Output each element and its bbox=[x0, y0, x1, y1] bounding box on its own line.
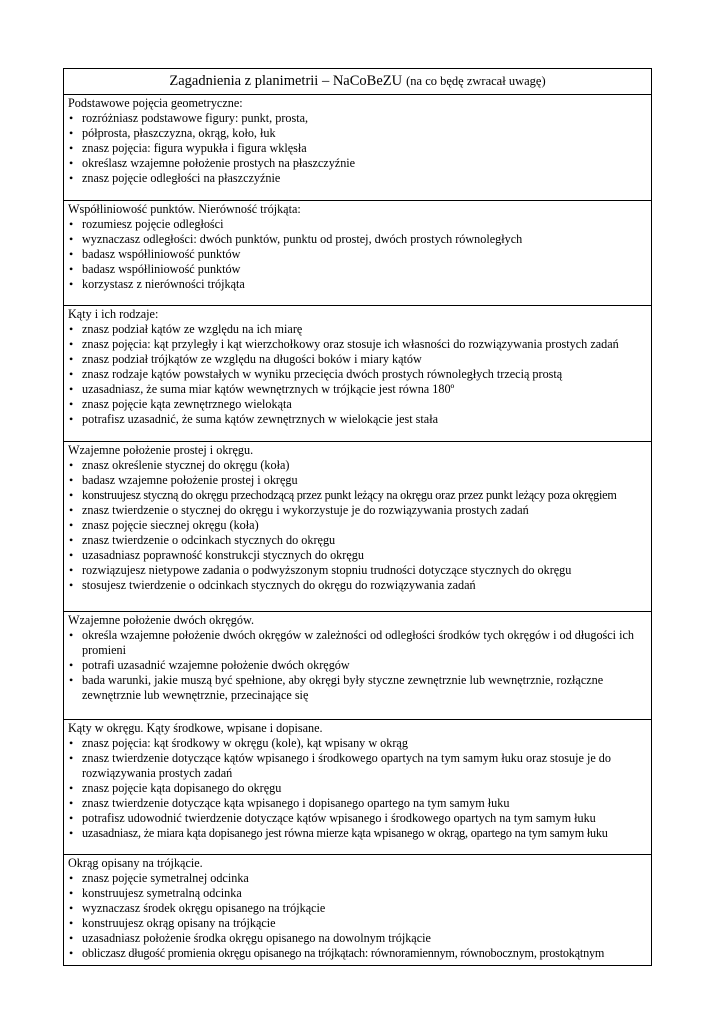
section-two-circles bbox=[64, 612, 651, 720]
list-item: • rozwiązujesz nietypowe zadania o podwyższonym stopniu trudności dotyczące stycznych do okręgu bbox=[68, 563, 648, 578]
list-item: • obliczasz długość promienia okręgu opisanego na trójkątach: równoramiennym, równobocznym, prostokątnym bbox=[68, 946, 648, 961]
list-item: • znasz podział trójkątów ze względu na długości boków i miary kątów bbox=[68, 352, 648, 367]
list-item: • znasz pojęcie odległości na płaszczyźnie bbox=[68, 171, 648, 186]
list-item: • znasz pojęcie kąta zewnętrznego wielokąta bbox=[68, 397, 648, 412]
section-collinearity bbox=[64, 201, 651, 306]
list-item: • półprosta, płaszczyzna, okrąg, koło, łuk bbox=[68, 126, 648, 141]
list-item: • znasz twierdzenie o odcinkach stycznych do okręgu bbox=[68, 533, 648, 548]
list-item: • znasz rodzaje kątów powstałych w wyniku przecięcia dwóch prostych równoległych trzecią prostą bbox=[68, 367, 648, 382]
section-basic-concepts bbox=[64, 95, 651, 201]
page-subtitle: (na co będę zwracał uwagę) bbox=[406, 74, 546, 88]
list-item: • znasz pojęcia: figura wypukła i figura wklęsła bbox=[68, 141, 648, 156]
section-heading: Podstawowe pojęcia geometryczne: bbox=[68, 96, 243, 110]
list-item: • znasz twierdzenie dotyczące kąta wpisanego i dopisanego opartego na tym samym łuku bbox=[68, 796, 648, 811]
list-item: • stosujesz twierdzenie o odcinkach stycznych do okręgu do rozwiązywania zadań bbox=[68, 578, 648, 593]
list-item: • znasz twierdzenie o stycznej do okręgu i wykorzystuje je do rozwiązywania prostych zadań bbox=[68, 503, 648, 518]
list-item: • uzasadniasz położenie środka okręgu opisanego na dowolnym trójkącie bbox=[68, 931, 648, 946]
list-item: • znasz podział kątów ze względu na ich miarę bbox=[68, 322, 648, 337]
list-item: • badasz wzajemne położenie prostej i okręgu bbox=[68, 473, 648, 488]
page-title: Zagadnienia z planimetrii – NaCoBeZU bbox=[169, 73, 403, 89]
list-item: • korzystasz z nierówności trójkąta bbox=[68, 277, 648, 292]
section-heading: Współliniowość punktów. Nierówność trójkąta: bbox=[68, 202, 301, 216]
table-title-row bbox=[64, 69, 651, 95]
list-item: • wyznaczasz środek okręgu opisanego na trójkącie bbox=[68, 901, 648, 916]
section-heading: Kąty w okręgu. Kąty środkowe, wpisane i dopisane. bbox=[68, 721, 323, 735]
list-item: • znasz twierdzenie dotyczące kątów wpisanego i środkowego opartych na tym samym łuku oraz stosuje je do rozwiązywania prostych zadań bbox=[68, 751, 648, 781]
list-item: • konstruujesz styczną do okręgu przechodzącą przez punkt leżący na okręgu oraz przez punkt leżący poza okręgiem bbox=[68, 488, 648, 503]
list-item: • potrafisz uzasadnić, że suma kątów zewnętrznych w wielokącie jest stała bbox=[68, 412, 648, 427]
list-item: • określasz wzajemne położenie prostych na płaszczyźnie bbox=[68, 156, 648, 171]
list-item: • znasz pojęcia: kąt przyległy i kąt wierzchołkowy oraz stosuje ich własności do rozwiązywania prostych zadań bbox=[68, 337, 648, 352]
list-item: • bada warunki, jakie muszą być spełnione, aby okręgi były styczne zewnętrznie lub wewnętrznie, rozłączne zewnętrznie lub wewnętrznie, przecinające się bbox=[68, 673, 648, 703]
list-item: • badasz współliniowość punktów bbox=[68, 262, 648, 277]
list-item: • określa wzajemne położenie dwóch okręgów w zależności od odległości środków tych okręgów i od długości ich promieni bbox=[68, 628, 648, 658]
section-heading: Kąty i ich rodzaje: bbox=[68, 307, 159, 321]
topics-table bbox=[63, 68, 652, 966]
list-item: • rozróżniasz podstawowe figury: punkt, prosta, bbox=[68, 111, 648, 126]
section-heading: Wzajemne położenie dwóch okręgów. bbox=[68, 613, 255, 627]
section-circumscribed-circle bbox=[64, 855, 651, 966]
section-line-and-circle bbox=[64, 442, 651, 612]
list-item: • konstruujesz okrąg opisany na trójkącie bbox=[68, 916, 648, 931]
list-item: • uzasadniasz poprawność konstrukcji stycznych do okręgu bbox=[68, 548, 648, 563]
section-angles bbox=[64, 306, 651, 442]
list-item: • znasz pojęcie siecznej okręgu (koła) bbox=[68, 518, 648, 533]
list-item: • znasz określenie stycznej do okręgu (koła) bbox=[68, 458, 648, 473]
list-item: • konstruujesz symetralną odcinka bbox=[68, 886, 648, 901]
list-item: • znasz pojęcie symetralnej odcinka bbox=[68, 871, 648, 886]
list-item: • znasz pojęcia: kąt środkowy w okręgu (kole), kąt wpisany w okrąg bbox=[68, 736, 648, 751]
list-item: • badasz współliniowość punktów bbox=[68, 247, 648, 262]
section-heading: Wzajemne położenie prostej i okręgu. bbox=[68, 443, 254, 457]
section-heading: Okrąg opisany na trójkącie. bbox=[68, 856, 203, 870]
list-item: • uzasadniasz, że suma miar kątów wewnętrznych w trójkącie jest równa 180º bbox=[68, 382, 648, 397]
list-item: • znasz pojęcie kąta dopisanego do okręgu bbox=[68, 781, 648, 796]
list-item: • rozumiesz pojęcie odległości bbox=[68, 217, 648, 232]
list-item: • potrafi uzasadnić wzajemne położenie dwóch okręgów bbox=[68, 658, 648, 673]
list-item: • potrafisz udowodnić twierdzenie dotyczące kątów wpisanego i środkowego opartych na tym samym łuku bbox=[68, 811, 648, 826]
list-item: • uzasadniasz, że miara kąta dopisanego jest równa mierze kąta wpisanego w okrąg, opartego na tym samym łuku bbox=[68, 826, 648, 841]
list-item: • wyznaczasz odległości: dwóch punktów, punktu od prostej, dwóch prostych równoległych bbox=[68, 232, 648, 247]
section-angles-in-circle bbox=[64, 720, 651, 855]
